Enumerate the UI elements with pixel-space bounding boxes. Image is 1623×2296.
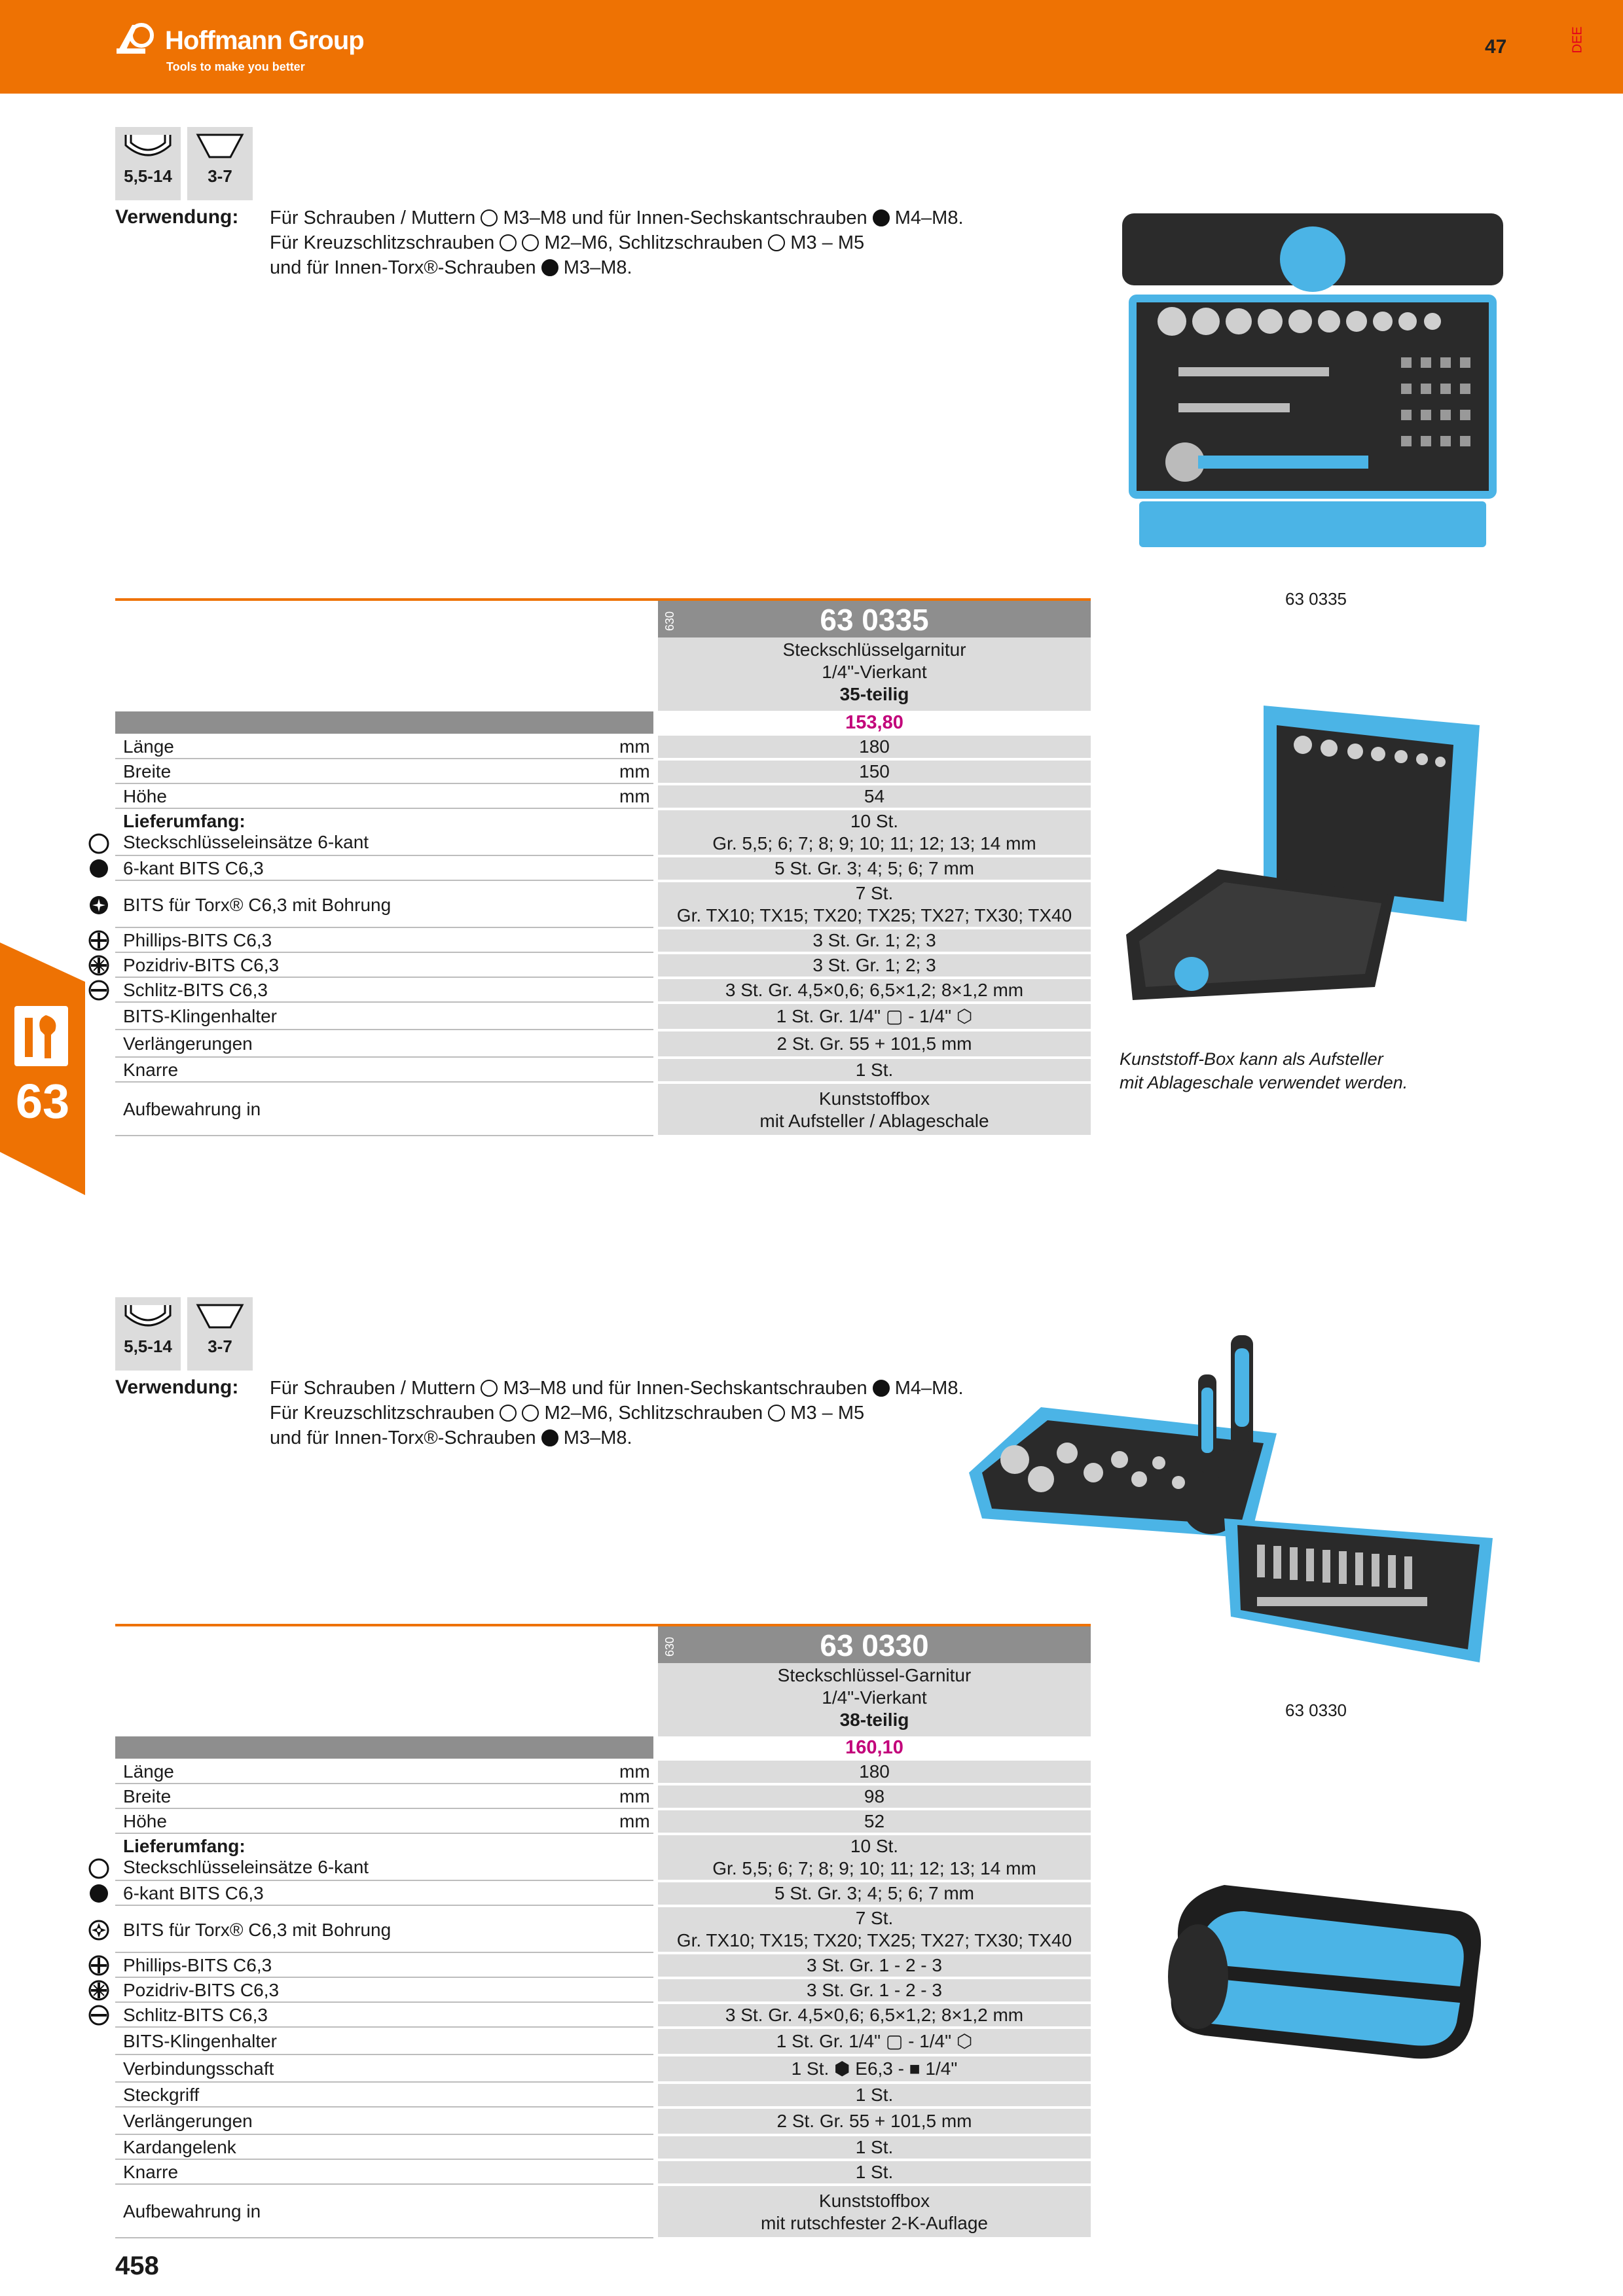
article-code-bar: 630 63 0330	[658, 1626, 1091, 1663]
article-number[interactable]: 63 0330	[820, 1628, 929, 1662]
product-photo-box-closed[interactable]	[1152, 1872, 1493, 2075]
pozidriv-icon	[88, 1979, 110, 2001]
torx-icon	[541, 1429, 558, 1446]
pozidriv-icon	[522, 234, 539, 251]
torx-icon	[88, 894, 110, 916]
product-header-cell	[658, 601, 1091, 711]
product-drive: 1/4"-Vierkant	[822, 1687, 927, 1708]
product-header-cell	[658, 1626, 1091, 1736]
usage-text: Für Schrauben / Muttern M3–M8 und für Innen-Sechskantschrauben M4–M8. Für Kreuzschlitzschrauben M2–M6, Schlitzschrauben M3 – M5 und für Innen-Torx®-Schrauben M3–M8.	[270, 1378, 964, 1448]
phillips-icon	[500, 234, 517, 251]
table-row: Verlängerungen 2 St. Gr. 55 + 101,5 mm	[115, 2109, 1091, 2135]
hex-nut-icon	[481, 209, 498, 226]
bit-size-label: 3-7	[208, 166, 232, 186]
chapter-number: 63	[15, 1074, 70, 1128]
table-row: Länge mm 180	[115, 1761, 1091, 1784]
page-header	[0, 0, 1623, 94]
hex-bit-outline-icon	[194, 1301, 246, 1334]
table-row: Verlängerungen 2 St. Gr. 55 + 101,5 mm	[115, 1031, 1091, 1058]
photo-caption: Kunststoff-Box kann als Aufsteller mit Ablageschale verwendet werden.	[1120, 1049, 1408, 1092]
phillips-icon	[500, 1405, 517, 1422]
table-row: BITS-Klingenhalter 1 St. Gr. 1/4" ▢ - 1/4" ⬡	[115, 2029, 1091, 2055]
bit-size-label: 3-7	[208, 1336, 232, 1356]
table-row: Knarre 1 St.	[115, 2161, 1091, 2185]
article-number[interactable]: 63 0335	[820, 603, 929, 637]
table-row: 6-kant BITS C6,3 5 St. Gr. 3; 4; 5; 6; 7 mm	[115, 1882, 1091, 1906]
hex-socket-outline-icon	[88, 833, 110, 855]
table-row: BITS für Torx® C6,3 mit Bohrung 7 St. Gr. TX10; TX15; TX20; TX25; TX27; TX30; TX40	[115, 882, 1091, 928]
table-row: Breite mm 98	[115, 1785, 1091, 1809]
table-row: Höhe mm 52	[115, 1810, 1091, 1834]
hex-socket-outline-icon	[88, 1857, 110, 1880]
brand-name: Hoffmann Group	[165, 26, 364, 55]
socket-size-symbol	[115, 1297, 181, 1371]
slotted-icon	[768, 234, 785, 251]
table-row: Phillips-BITS C6,3 3 St. Gr. 1; 2; 3	[115, 929, 1091, 953]
socket-size-symbol	[115, 127, 181, 200]
table-row: 6-kant BITS C6,3 5 St. Gr. 3; 4; 5; 6; 7 mm	[115, 857, 1091, 881]
torx-icon	[88, 1919, 110, 1941]
brand-logo[interactable]	[115, 17, 390, 82]
product-piece-count: 38-teilig	[839, 1710, 909, 1730]
catalog-page-number: 47	[1485, 36, 1507, 58]
bit-size-symbol	[187, 127, 253, 200]
table-row: Lieferumfang: Steckschlüsseleinsätze 6-kant 10 St. Gr. 5,5; 6; 7; 8; 9; 10; 11; 12; 13; 14 mm	[115, 1835, 1091, 1881]
photo-product-code: 63 0330	[1285, 1700, 1347, 1720]
table-row: Schlitz-BITS C6,3 3 St. Gr. 4,5×0,6; 6,5×1,2; 8×1,2 mm	[115, 2004, 1091, 2028]
phillips-icon	[88, 1954, 110, 1977]
slotted-icon	[768, 1405, 785, 1422]
table-row: Pozidriv-BITS C6,3 3 St. Gr. 1 - 2 - 3	[115, 1979, 1091, 2003]
table-row: Lieferumfang: Steckschlüsseleinsätze 6-kant 10 St. Gr. 5,5; 6; 7; 8; 9; 10; 11; 12; 13; 14 mm	[115, 810, 1091, 856]
usage-text: Für Schrauben / Muttern M3–M8 und für Innen-Sechskantschrauben M4–M8. Für Kreuzschlitzschrauben M2–M6, Schlitzschrauben M3 – M5 und für Innen-Torx®-Schrauben M3–M8.	[270, 207, 964, 278]
price: 153,80	[845, 712, 903, 733]
table-row: Aufbewahrung in Kunststoffbox mit rutschfester 2-K-Auflage	[115, 2186, 1091, 2238]
hex-bit-outline-icon	[194, 131, 246, 164]
table-row: Verbindungsschaft 1 St. ⬢ E6,3 - ■ 1/4"	[115, 2056, 1091, 2083]
product-drive: 1/4"-Vierkant	[822, 662, 927, 682]
torx-icon	[541, 259, 558, 276]
usage-label: Verwendung:	[115, 206, 239, 228]
hoffmann-logo-icon	[115, 20, 161, 56]
socket-size-label: 5,5-14	[124, 166, 172, 186]
usage-label: Verwendung:	[115, 1376, 239, 1398]
footer-page-number: 458	[115, 2251, 159, 2280]
table-row: BITS-Klingenhalter 1 St. Gr. 1/4" ▢ - 1/4" ⬡	[115, 1004, 1091, 1030]
product-name: Steckschlüssel-Garnitur	[777, 1665, 972, 1685]
label-column-bar	[115, 711, 653, 734]
table-row: Steckgriff 1 St.	[115, 2084, 1091, 2108]
pozidriv-icon	[88, 954, 110, 977]
brand-tagline: Tools to make you better	[166, 60, 305, 73]
socket-outline-icon	[122, 1301, 174, 1334]
hex-socket-screw-icon	[873, 1380, 890, 1397]
table-row: Aufbewahrung in Kunststoffbox mit Aufsteller / Ablageschale	[115, 1084, 1091, 1136]
label-column-bar	[115, 1736, 653, 1759]
chapter-tab[interactable]	[0, 942, 85, 1195]
product-photo-63-0335[interactable]	[1113, 207, 1512, 573]
language-code: DEE	[1570, 26, 1585, 54]
table-row: Breite mm 150	[115, 761, 1091, 784]
table-row: Länge mm 180	[115, 736, 1091, 759]
table-row: Knarre 1 St.	[115, 1059, 1091, 1083]
hex-bit-filled-icon	[88, 1882, 110, 1905]
slotted-icon	[88, 979, 110, 1001]
bit-size-symbol	[187, 1297, 253, 1371]
hex-bit-filled-icon	[88, 857, 110, 880]
phillips-icon	[88, 929, 110, 952]
socket-size-label: 5,5-14	[124, 1336, 172, 1356]
tools-chapter-icon	[13, 1005, 69, 1067]
photo-product-code: 63 0335	[1285, 589, 1347, 609]
product-piece-count: 35-teilig	[839, 684, 909, 704]
product-photo-box-open[interactable]	[1113, 699, 1480, 1052]
table-row: BITS für Torx® C6,3 mit Bohrung 7 St. Gr. TX10; TX15; TX20; TX25; TX27; TX30; TX40	[115, 1907, 1091, 1953]
article-code-bar: 630 63 0335	[658, 601, 1091, 637]
slotted-icon	[88, 2004, 110, 2026]
socket-outline-icon	[122, 131, 174, 164]
hex-socket-screw-icon	[873, 209, 890, 226]
table-row: Höhe mm 54	[115, 785, 1091, 809]
hex-nut-icon	[481, 1380, 498, 1397]
product-name: Steckschlüsselgarnitur	[782, 639, 966, 660]
price: 160,10	[845, 1737, 903, 1758]
table-row: Phillips-BITS C6,3 3 St. Gr. 1 - 2 - 3	[115, 1954, 1091, 1978]
table-row: Kardangelenk 1 St.	[115, 2136, 1091, 2160]
table-row: Pozidriv-BITS C6,3 3 St. Gr. 1; 2; 3	[115, 954, 1091, 978]
pozidriv-icon	[522, 1405, 539, 1422]
table-row: Schlitz-BITS C6,3 3 St. Gr. 4,5×0,6; 6,5×1,2; 8×1,2 mm	[115, 979, 1091, 1003]
